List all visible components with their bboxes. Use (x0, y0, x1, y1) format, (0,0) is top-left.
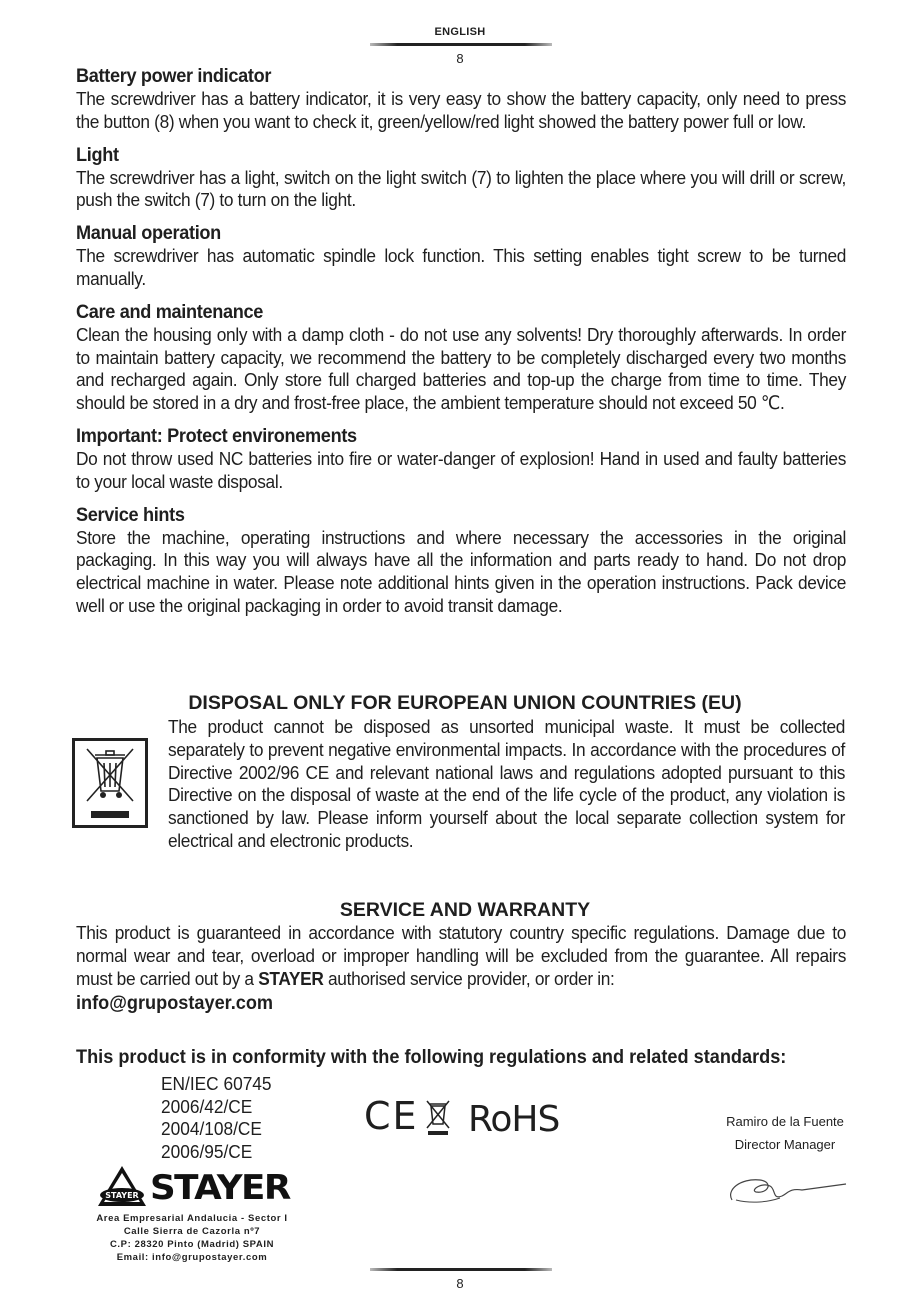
address-line: Calle Sierra de Cazorla nº7 (123, 1226, 261, 1237)
section-light (76, 143, 846, 213)
instructions-block (76, 64, 846, 627)
signatory-name: Ramiro de la Fuente (726, 1114, 844, 1129)
section-battery-indicator (76, 64, 846, 134)
conformity-title: This product is in conformity with the following regulations and related standards: (76, 1046, 787, 1068)
ce-mark: CE (364, 1094, 419, 1138)
address-line: Area Empresarial Andalucia - Sector I (96, 1213, 288, 1224)
warranty-body-start: This product is guaranteed in accordance with statutory country specific regulations. Damage due to normal wear and tear, overload or improper handling will be excluded from the guarantee. All repairs must be carried out by a (76, 922, 847, 989)
footer-page-number: 8 (456, 1276, 464, 1291)
footer-rule (370, 1268, 552, 1271)
standard-item: EN/IEC 60745 (161, 1073, 272, 1094)
section-body: The screwdriver has automatic spindle lock function. This setting enables tight screw to be turned manually. (76, 245, 847, 289)
warranty-body-end: authorised service provider, or order in: (328, 967, 615, 989)
rohs-mark: RoHS (468, 1099, 560, 1140)
header-rule (370, 43, 552, 46)
section-title: Light (76, 143, 119, 166)
signatory-role: Director Manager (734, 1137, 836, 1152)
badge-text: STAYER (105, 1191, 139, 1200)
warranty-email-link[interactable]: info@grupostayer.com (76, 992, 274, 1014)
section-body: The screwdriver has a battery indicator, it is very easy to show the battery capacity, only need to press the button (8) when you want to check it, green/yellow/red light showed the battery power full or low. (76, 88, 847, 132)
signature (722, 1170, 852, 1215)
section-service-hints (76, 503, 846, 618)
warranty-body (76, 922, 846, 990)
section-body: Do not throw used NC batteries into fire or water-danger of explosion! Hand in used and faulty batteries to your local waste disposal. (76, 447, 847, 492)
weee-mark-icon (424, 1098, 452, 1143)
language-label: ENGLISH (434, 26, 486, 38)
standard-item: 2006/42/CE (161, 1096, 253, 1117)
disposal-title: DISPOSAL ONLY FOR EUROPEAN UNION COUNTRIES (EU) (188, 692, 742, 714)
standard-item: 2004/108/CE (161, 1118, 262, 1139)
warranty-title: SERVICE AND WARRANTY (339, 899, 591, 921)
section-title: Care and maintenance (76, 300, 264, 323)
stayer-wordmark: STAYER (150, 1168, 290, 1208)
section-protect-environment (76, 424, 846, 494)
header-page-number: 8 (456, 51, 464, 66)
section-title: Service hints (76, 503, 185, 526)
standard-item: 2006/95/CE (161, 1141, 253, 1162)
section-title: Manual operation (76, 222, 221, 245)
crossed-bin-icon (75, 741, 145, 825)
section-body: Clean the housing only with a damp cloth - do not use any solvents! Dry thoroughly afterwards. In order to maintain battery capacity, we recommend the battery to be completely discharged every two months and recharged again. Only store full charged batteries and top-up the charge from time to time. They should be stored in a dry and frost-free place, the ambient temperature should not exceed 50 ℃. (76, 323, 847, 414)
address-line: C.P: 28320 Pinto (Madrid) SPAIN (109, 1239, 275, 1250)
section-title: Battery power indicator (76, 65, 272, 87)
warranty-text (76, 922, 846, 990)
section-manual-operation (76, 221, 846, 291)
stayer-badge-logo (96, 1164, 148, 1213)
warranty-brand: STAYER (258, 967, 324, 989)
address-email: Email: info@grupostayer.com (116, 1252, 268, 1263)
section-body: The screwdriver has a light, switch on the light switch (7) to lighten the place where you will drill or screw, push the switch (7) to turn on the light. (76, 166, 847, 211)
disposal-body: The product cannot be disposed as unsorted municipal waste. It must be collected separately to prevent negative environmental impacts. In accordance with the procedures of Directive 2002/96 CE and relevant national laws and regulations adopted pursuant to this Directive on the disposal of waste at the end of the life cycle of the product, any violation is sanctioned by law. Please inform yourself about the local separate collection system for electrical and electronic products. (168, 716, 846, 851)
section-title: Important: Protect environements (76, 424, 357, 447)
weee-symbol-box (72, 738, 148, 828)
section-care-maintenance (76, 300, 846, 415)
section-body: Store the machine, operating instructions and where necessary the accessories in the original packaging. In this way you will always have all the information and parts ready to hand. Do not drop electrical machine in water. Please note additional hints given in the operation instructions. Pack device well or use the original packaging in order to avoid transit damage. (76, 526, 847, 616)
